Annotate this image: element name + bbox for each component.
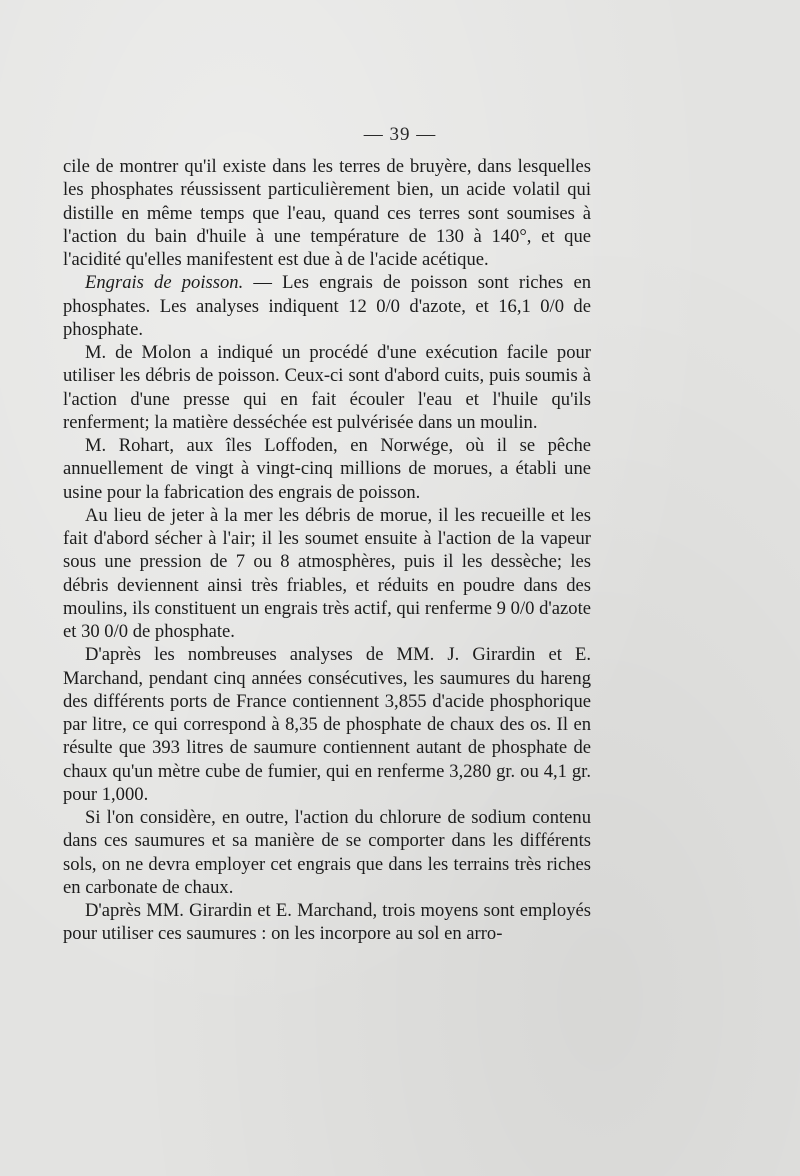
paragraph bbox=[63, 341, 591, 434]
section-heading: Engrais de poisson. bbox=[85, 272, 244, 294]
paragraph-text: — Les engrais de poisson sont riches en phosphates. Les analyses indiquent 12 0/0 d'azote, et 16,1 0/0 de phosphate. bbox=[63, 272, 591, 340]
paragraph-text: Au lieu de jeter à la mer les débris de morue, il les recueille et les fait d'abord sécher à l'air; il les soumet ensuite à l'action de la vapeur sous une pression de 7 ou 8 atmosphères, puis il les dessèche; les débris deviennent ainsi très friables, et réduits en poudre dans des moulins, ils constituent un engrais très actif, qui renferme 9 0/0 d'azote et 30 0/0 de phosphate. bbox=[63, 504, 591, 642]
paragraph bbox=[63, 434, 591, 504]
paragraph-text: D'après MM. Girardin et E. Marchand, trois moyens sont employés pour utiliser ces saumures : on les incorpore au sol en arro- bbox=[63, 900, 591, 945]
paragraph-text: M. Rohart, aux îles Loffoden, en Norwége, où il se pêche annuellement de vingt à vingt-cinq millions de morues, a établi une usine pour la fabrication des engrais de poisson. bbox=[63, 435, 591, 503]
paragraph bbox=[63, 155, 591, 271]
paragraph bbox=[63, 643, 591, 806]
body-text bbox=[63, 155, 591, 946]
paragraph-text: D'après les nombreuses analyses de MM. J. Girardin et E. Marchand, pendant cinq années consécutives, les saumures du hareng des différents ports de France contiennent 3,855 d'acide phosphorique par litre, ce qui correspond à 8,35 de phosphate de chaux des os. Il en résulte que 393 litres de saumure contiennent autant de phosphate de chaux qu'un mètre cube de fumier, qui en renferme 3,280 gr. ou 4,1 gr. pour 1,000. bbox=[63, 644, 591, 805]
paragraph bbox=[63, 899, 591, 946]
paragraph bbox=[63, 271, 591, 341]
paragraph bbox=[63, 806, 591, 899]
page-number: — 39 — bbox=[363, 124, 437, 145]
paragraph-text: M. de Molon a indiqué un procédé d'une exécution facile pour utiliser les débris de poisson. Ceux-ci sont d'abord cuits, puis soumis à l'action d'une presse qui en fait écouler l'eau et l'huile qu'ils renferment; la matière desséchée est pulvérisée dans un moulin. bbox=[63, 342, 591, 433]
paragraph bbox=[63, 504, 591, 644]
paragraph-text: cile de montrer qu'il existe dans les terres de bruyère, dans lesquelles les phosphates réussissent particulièrement bien, un acide volatil qui distille en même temps que l'eau, quand ces terres sont soumises à l'action du bain d'huile à une température de 130 à 140°, et que l'acidité qu'elles manifestent est due à de l'acide acétique. bbox=[63, 156, 591, 270]
paragraph-text: Si l'on considère, en outre, l'action du chlorure de sodium contenu dans ces saumures et sa manière de se comporter dans les différents sols, on ne devra employer cet engrais que dans les terrains très riches en carbonate de chaux. bbox=[63, 807, 591, 898]
